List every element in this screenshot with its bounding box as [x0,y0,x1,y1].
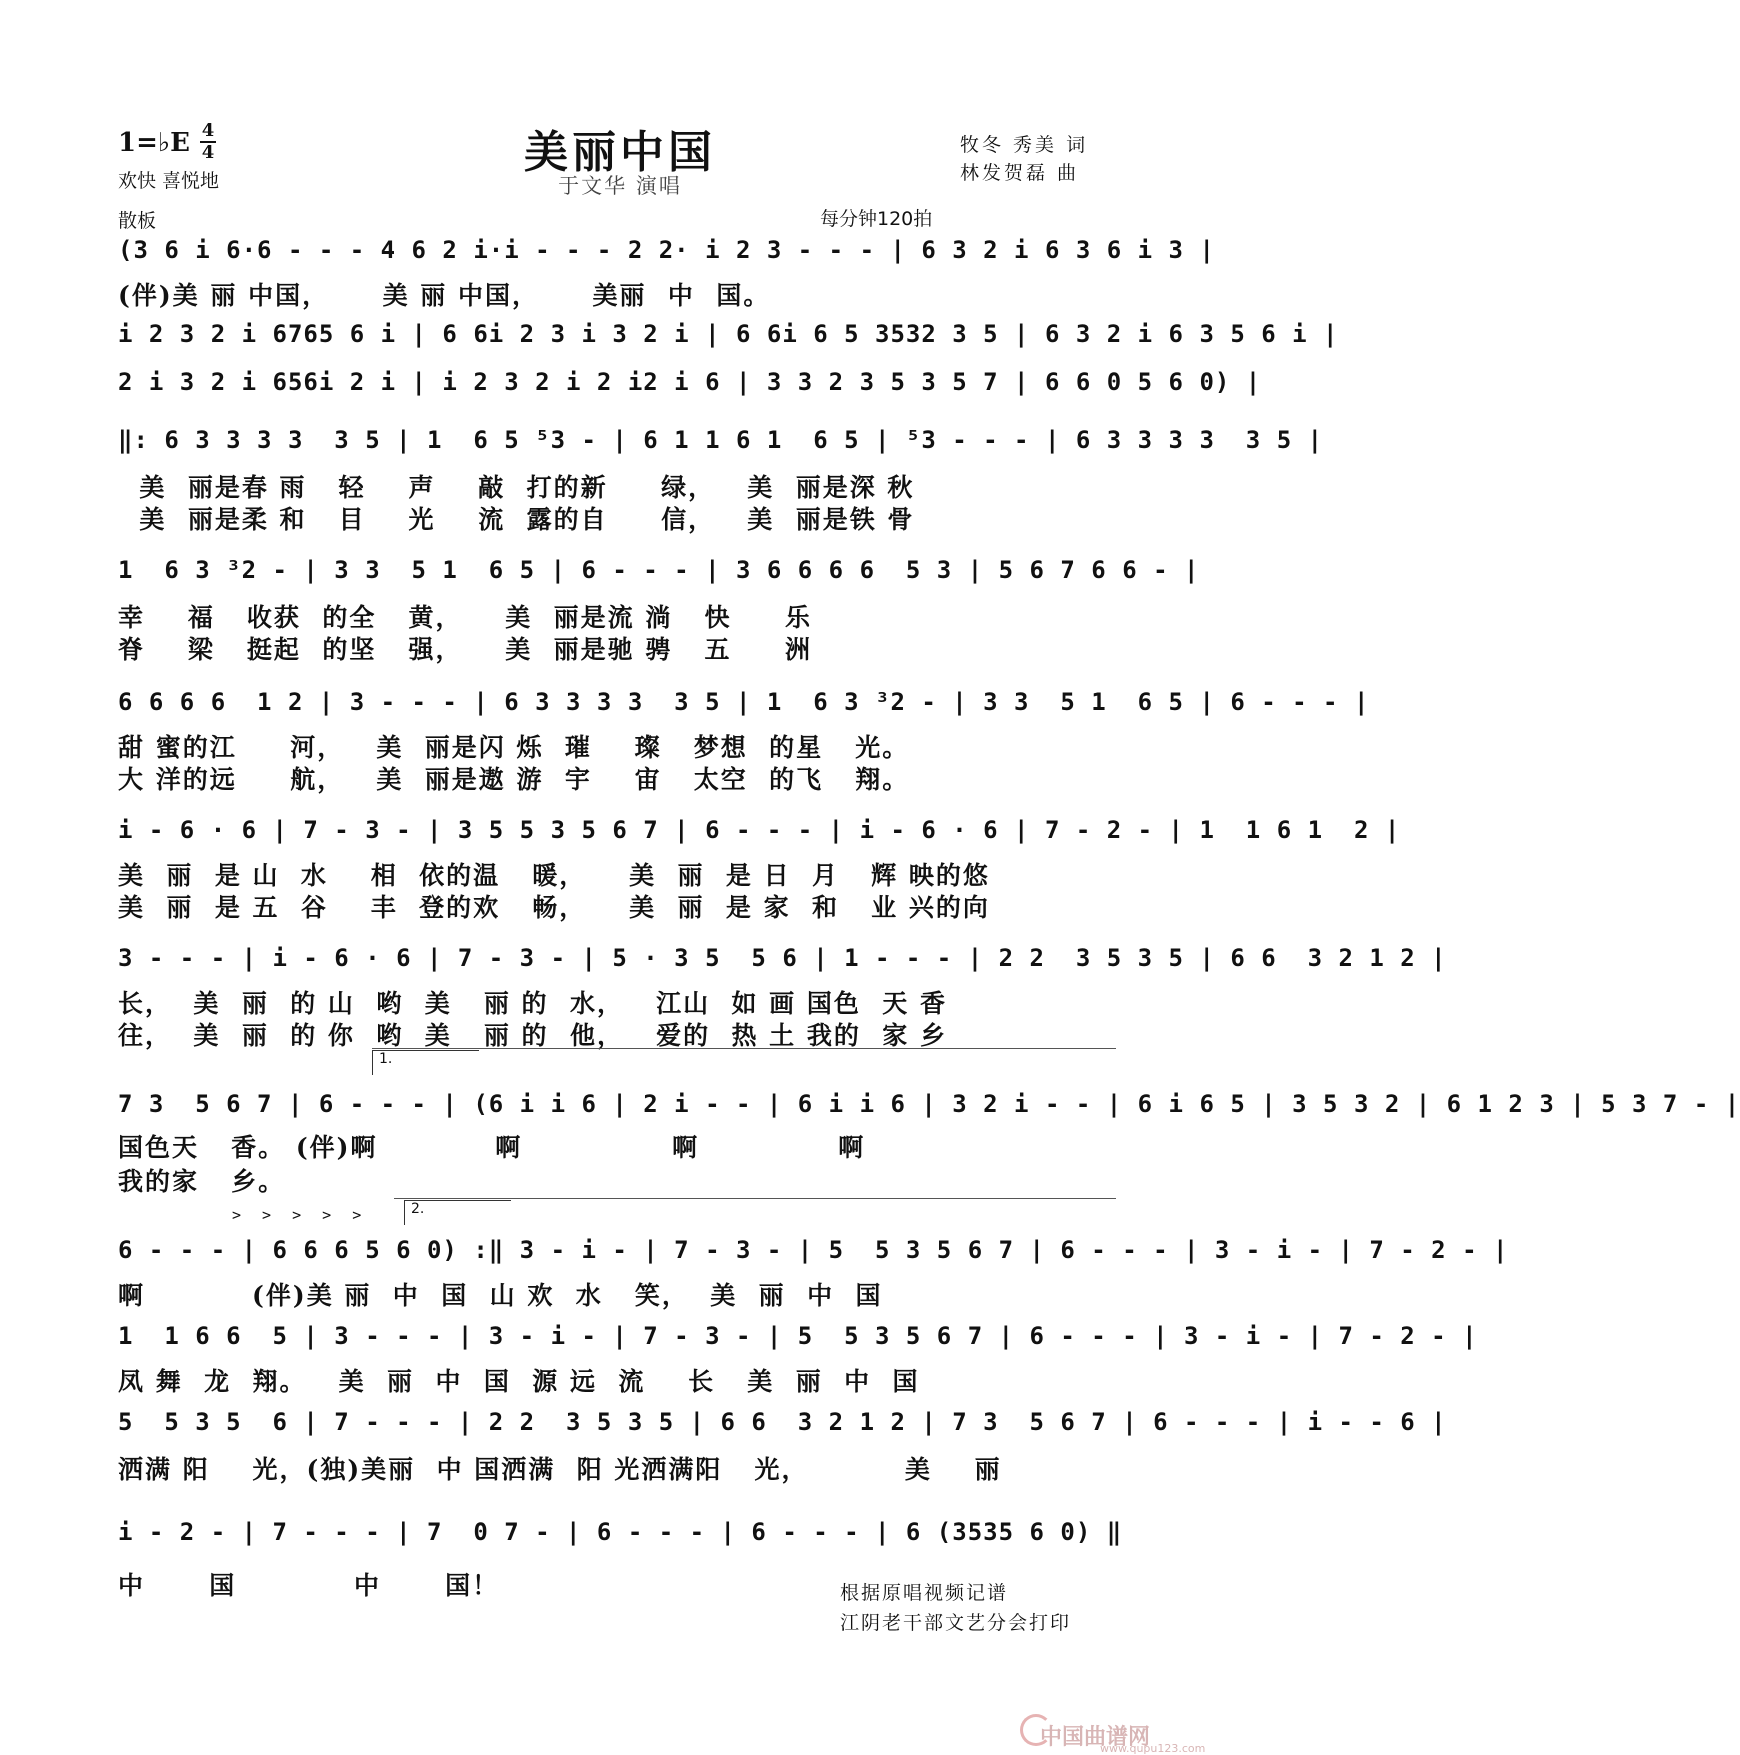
notes-row-8: 3 - - - | i - 6 · 6 | 7 - 3 - | 5 · 3 5 5 6 | 1 - - - | 2 2 3 5 3 5 | 6 6 3 2 1 2 | [118,944,1447,972]
lyric-row-9a: 国色天 香。 (伴)啊 啊 啊 啊 [118,1133,866,1162]
lyric-row-5a: 幸 福 收获 的全 黄， 美 丽是流 淌 快 乐 [118,603,812,632]
accent-marks: > > > > > [232,1206,368,1224]
watermark-url: www.qupu123.com [1100,1742,1206,1755]
lyric-row-13: 中 国 中 国！ [118,1571,500,1600]
key-signature: 1=♭E [118,128,190,158]
notes-row-12: 5 5 3 5 6 | 7 - - - | 2 2 3 5 3 5 | 6 6 3 2 1 2 | 7 3 5 6 7 | 6 - - - | i - - 6 | [118,1408,1447,1436]
notes-row-11: 1 1 6 6 5 | 3 - - - | 3 - i - | 7 - 3 - | 5 5 3 5 6 7 | 6 - - - | 3 - i - | 7 - 2 - | [118,1322,1478,1350]
lyric-row-1: (伴)美 丽 中国， 美 丽 中国， 美丽 中 国。 [118,281,771,310]
volta-1-rule [372,1048,1116,1049]
lyric-row-11: 凤 舞 龙 翔。 美 丽 中 国 源 远 流 长 美 丽 中 国 [118,1367,920,1396]
notes-row-9: 7 3 5 6 7 | 6 - - - | (6 i i 6 | 2 i - - | 6 i i 6 | 3 2 i - - | 6 i 6 5 | 3 5 3 2 | 6 1 2 3 | 5 3 7 - | [118,1090,1740,1118]
notes-row-3: 2 i 3 2 i 656i 2 i | i 2 3 2 i 2 i2 i 6 | 3 3 2 3 5 3 5 7 | 6 6 0 5 6 0) | [118,368,1262,396]
lyric-row-6a: 甜 蜜的江 河， 美 丽是闪 烁 璀 璨 梦想 的星 光。 [118,733,910,762]
lyric-row-8a: 长， 美 丽 的 山 哟 美 丽 的 水， 江山 如 画 国色 天 香 [118,989,947,1018]
singer: 于文华 演唱 [558,174,682,198]
bpm-mark: 每分钟120拍 [820,208,933,230]
lyric-row-10: 啊 (伴)美 丽 中 国 山 欢 水 笑， 美 丽 中 国 [118,1281,883,1310]
composer: 林发贺磊 曲 [960,162,1080,184]
lyricist: 牧冬 秀美 词 [960,134,1089,156]
tempo-mark: 欢快 喜悦地 [118,170,220,192]
lyric-row-7a: 美 丽 是 山 水 相 依的温 暖， 美 丽 是 日 月 辉 映的悠 [118,861,990,890]
sanban-mark: 散板 [118,210,157,232]
notes-row-7: i - 6 · 6 | 7 - 3 - | 3 5 5 3 5 6 7 | 6 - - - | i - 6 · 6 | 7 - 2 - | 1 1 6 1 2 | [118,816,1401,844]
volta-2: 2. [404,1200,511,1225]
notes-row-2: i 2 3 2 i 6765 6 i | 6 6i 2 3 i 3 2 i | 6 6i 6 5 3532 3 5 | 6 3 2 i 6 3 5 6 i | [118,320,1339,348]
footer-note-2: 江阴老干部文艺分会打印 [840,1612,1072,1634]
song-title: 美丽中国 [524,127,716,178]
lyric-row-12: 洒满 阳 光，(独)美丽 中 国洒满 阳 光洒满阳 光， 美 丽 [118,1455,1002,1484]
notes-row-4: ‖: 6 3 3 3 3 3 5 | 1 6 5 ⁵3 - | 6 1 1 6 1 6 5 | ⁵3 - - - | 6 3 3 3 3 3 5 | [118,426,1324,454]
footer-note-1: 根据原唱视频记谱 [840,1582,1009,1604]
notes-row-10: 6 - - - | 6 6 6 5 6 0) :‖ 3 - i - | 7 - 3 - | 5 5 3 5 6 7 | 6 - - - | 3 - i - | 7 - 2 - | [118,1236,1509,1264]
notes-row-13: i - 2 - | 7 - - - | 7 0 7 - | 6 - - - | 6 - - - | 6 (3535 6 0) ‖ [118,1518,1123,1546]
lyric-row-6b: 大 洋的远 航， 美 丽是遨 游 宇 宙 太空 的飞 翔。 [118,765,910,794]
lyric-row-7b: 美 丽 是 五 谷 丰 登的欢 畅， 美 丽 是 家 和 业 兴的向 [118,893,990,922]
notes-row-1: (3 6 i 6·6 - - - 4 6 2 i·i - - - 2 2· i 2 3 - - - | 6 3 2 i 6 3 6 i 3 | [118,236,1215,264]
lyric-row-9b: 我的家 乡。 [118,1167,286,1196]
notes-row-5: 1 6 3 ³2 - | 3 3 5 1 6 5 | 6 - - - | 3 6 6 6 6 5 3 | 5 6 7 6 6 - | [118,556,1200,584]
lyric-row-8b: 往， 美 丽 的 你 哟 美 丽 的 他， 爱的 热 土 我的 家 乡 [118,1021,947,1050]
volta-2-rule [394,1198,1116,1199]
lyric-row-4a: 美 丽是春 雨 轻 声 敲 打的新 绿， 美 丽是深 秋 [118,473,915,502]
watermark-name: 中国曲谱网 [1040,1724,1151,1750]
notes-row-6: 6 6 6 6 1 2 | 3 - - - | 6 3 3 3 3 3 5 | 1 6 3 ³2 - | 3 3 5 1 6 5 | 6 - - - | [118,688,1370,716]
time-top: 4 [201,120,215,141]
lyric-row-5b: 脊 梁 挺起 的坚 强， 美 丽是驰 骋 五 洲 [118,635,812,664]
lyric-row-4b: 美 丽是柔 和 目 光 流 露的自 信， 美 丽是铁 骨 [118,505,915,534]
volta-1: 1. [372,1050,479,1075]
time-bottom: 4 [201,142,215,163]
